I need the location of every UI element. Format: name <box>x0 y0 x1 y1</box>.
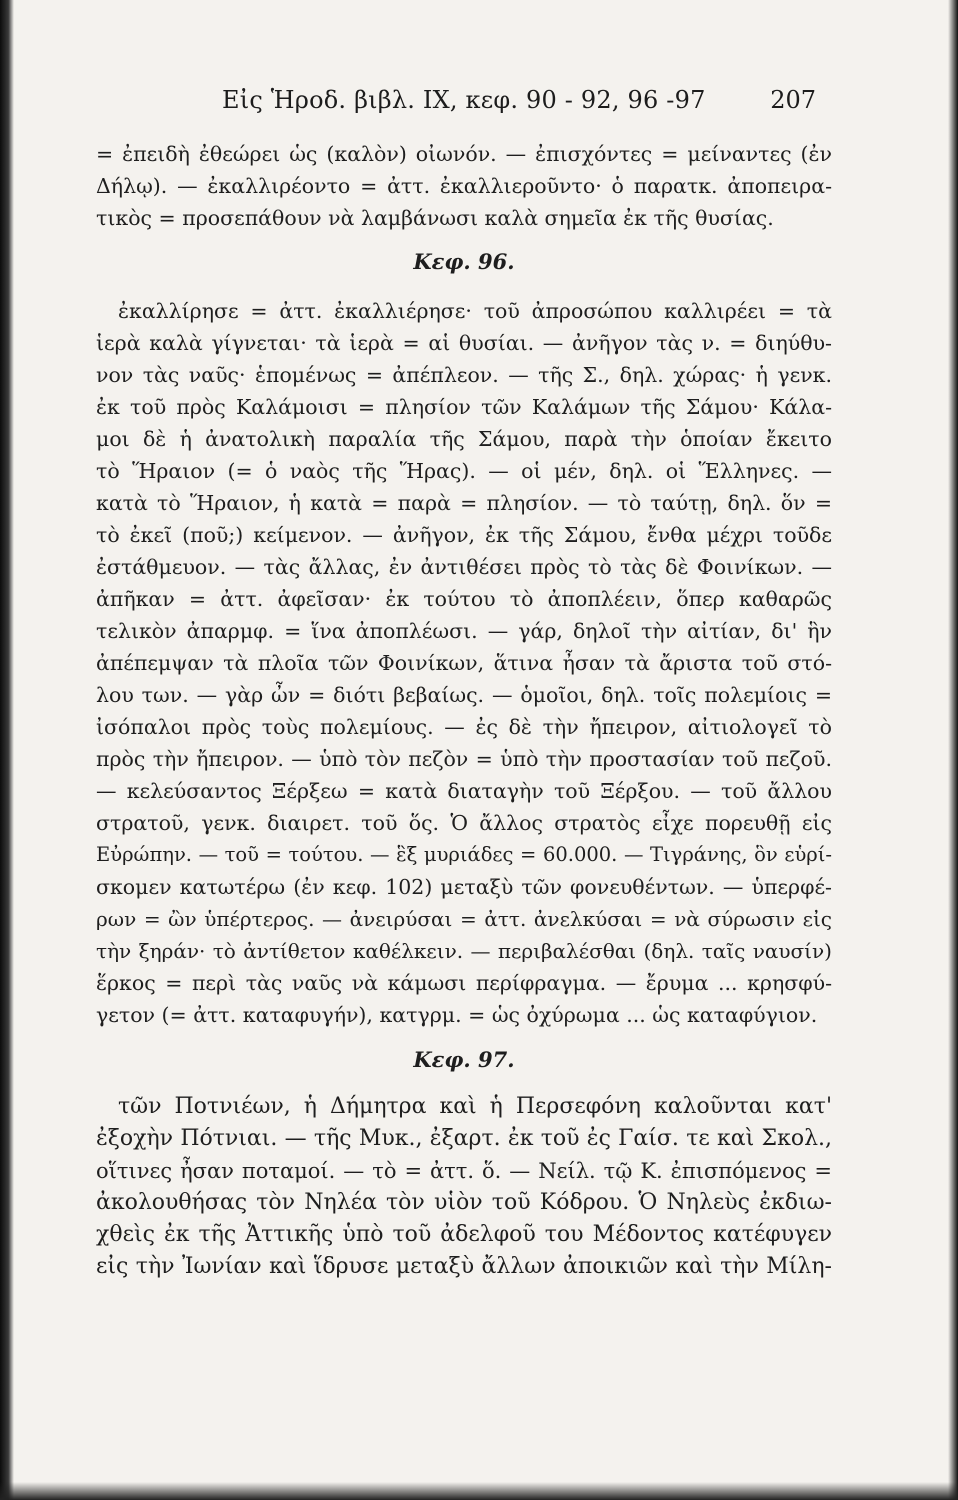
text-line: λου των. — γὰρ ὦν = διότι βεβαίως. — ὁμοῖοι, δηλ. τοῖς πολεμίοις = <box>96 683 832 707</box>
text-line: σκομεν κατωτέρω (ἐν κεφ. 102) μεταξὺ τῶν φονευθέντων. — ὑπερφέ- <box>96 875 832 899</box>
text-line: μοι δὲ ἡ ἀνατολικὴ παραλία τῆς Σάμου, παρὰ τὴν ὁποίαν ἔκειτο <box>96 427 832 451</box>
text-line: στρατοῦ, γενκ. διαιρετ. τοῦ ὅς. Ὁ ἄλλος στρατὸς εἶχε πορευθῇ εἰς <box>96 811 832 835</box>
page-edge-shadow-bottom <box>0 1482 958 1500</box>
chapter-96-heading: Κεφ. 96. <box>413 249 515 274</box>
text-line: ἕρκος = περὶ τὰς ναῦς νὰ κάμωσι περίφραγμα. — ἔρυμα ... κρησφύ- <box>96 971 832 995</box>
text-line: πρὸς τὴν ἤπειρον. — ὑπὸ τὸν πεζὸν = ὑπὸ τὴν προστασίαν τοῦ πεζοῦ. <box>96 747 832 771</box>
text-line: τὴν ξηράν· τὸ ἀντίθετον καθέλκειν. — περιβαλέσθαι (δηλ. ταῖς ναυσίν) <box>96 939 832 963</box>
text-line: ἐξοχὴν Πότνιαι. — τῆς Μυκ., ἐξαρτ. ἐκ τοῦ ἐς Γαίσ. τε καὶ Σκολ., <box>96 1126 832 1151</box>
text-line: = ἐπειδὴ ἐθεώρει ὡς (καλὸν) οἰωνόν. — ἐπισχόντες = μείναντες (ἐν <box>96 142 832 166</box>
text-line: ἀκολουθήσας τὸν Νηλέα τὸν υἱὸν τοῦ Κόδρου. Ὁ Νηλεὺς ἐκδιω- <box>96 1190 832 1215</box>
text-line: γετον (= ἀττ. καταφυγήν), κατγρμ. = ὡς ὀχύρωμα ... ὡς καταφύγιον. <box>96 1003 818 1027</box>
text-line: — κελεύσαντος Ξέρξεω = κατὰ διαταγὴν τοῦ Ξέρξου. — τοῦ ἄλλου <box>96 779 832 803</box>
page-number: 207 <box>770 86 816 114</box>
text-line: οἵτινες ἦσαν ποταμοί. — τὸ = ἀττ. ὅ. — Νείλ. τῷ Κ. ἐπισπόμενος = <box>96 1159 832 1183</box>
text-line: ἰσόπαλοι πρὸς τοὺς πολεμίους. — ἐς δὲ τὴν ἤπειρον, αἰτιολογεῖ τὸ <box>96 715 832 739</box>
text-line: ἐστάθμευον. — τὰς ἄλλας, ἐν ἀντιθέσει πρὸς τὸ τὰς δὲ Φοινίκων. — <box>96 555 832 579</box>
running-head: Εἰς Ἡροδ. βιβλ. IX, κεφ. 90 - 92, 96 -97 <box>222 86 706 114</box>
text-line: χθεὶς ἐκ τῆς Ἀττικῆς ὑπὸ τοῦ ἀδελφοῦ του Μέδοντος κατέφυγεν <box>96 1222 832 1247</box>
page-header <box>222 86 816 126</box>
intro-paragraph <box>96 138 832 234</box>
text-line: νον τὰς ναῦς· ἑπομένως = ἀπέπλεον. — τῆς Σ., δηλ. χώρας· ἡ γενκ. <box>96 363 832 387</box>
chapter-96-paragraph <box>96 295 832 1031</box>
text-line: ἐκαλλίρησε = ἀττ. ἐκαλλιέρησε· τοῦ ἀπροσώπου καλλιρέει = τὰ <box>118 299 832 323</box>
text-line: τὸ ἐκεῖ (ποῦ;) κείμενον. — ἀνῆγον, ἐκ τῆς Σάμου, ἔνθα μέχρι τοῦδε <box>96 523 832 547</box>
text-line: ἀπέπεμψαν τὰ πλοῖα τῶν Φοινίκων, ἅτινα ἦσαν τὰ ἄριστα τοῦ στό- <box>96 651 832 675</box>
text-line: εἰς τὴν Ἰωνίαν καὶ ἵδρυσε μεταξὺ ἄλλων ἀποικιῶν καὶ τὴν Μίλη- <box>96 1254 832 1279</box>
chapter-97-paragraph <box>96 1091 832 1283</box>
text-line: ἐκ τοῦ πρὸς Καλάμοισι = πλησίον τῶν Καλάμων τῆς Σάμου· Κάλα- <box>96 395 832 419</box>
text-line: ρων = ὢν ὑπέρτερος. — ἀνειρύσαι = ἀττ. ἀνελκύσαι = νὰ σύρωσιν εἰς <box>96 907 832 931</box>
chapter-97-heading: Κεφ. 97. <box>413 1047 515 1072</box>
text-line: Δήλῳ). — ἐκαλλιρέοντο = ἀττ. ἐκαλλιεροῦντο· ὁ παρατκ. ἀποπειρα- <box>96 174 832 198</box>
text-line: τὸ Ἥραιον (= ὁ ναὸς τῆς Ἥρας). — οἱ μέν, δηλ. οἱ Ἕλληνες. — <box>96 459 832 483</box>
page-edge-shadow-left <box>0 0 14 1500</box>
text-line: ἱερὰ καλὰ γίγνεται· τὰ ἱερὰ = αἱ θυσίαι. — ἀνῆγον τὰς ν. = διηύθυ- <box>96 331 832 355</box>
page-body <box>96 138 832 1283</box>
text-line: κατὰ τὸ Ἥραιον, ἡ κατὰ = παρὰ = πλησίον. — τὸ ταύτῃ, δηλ. ὅν = <box>96 491 832 515</box>
text-line: ἀπῆκαν = ἀττ. ἀφεῖσαν· ἐκ τούτου τὸ ἀποπλέειν, ὅπερ καθαρῶς <box>96 587 832 611</box>
text-line: τῶν Ποτνιέων, ἡ Δήμητρα καὶ ἡ Περσεφόνη καλοῦνται κατ' <box>118 1094 832 1119</box>
text-line: τελικὸν ἀπαρμφ. = ἵνα ἀποπλέωσι. — γάρ, δηλοῖ τὴν αἰτίαν, δι' ἣν <box>96 619 832 643</box>
page-edge-shadow-right <box>948 0 958 1500</box>
text-line: Εὐρώπην. — τοῦ = τούτου. — ἓξ μυριάδες = 60.000. — Τιγράνης, ὃν εὑρί- <box>96 843 832 866</box>
text-line: τικὸς = προσεπάθουν νὰ λαμβάνωσι καλὰ σημεῖα ἐκ τῆς θυσίας. <box>96 206 774 230</box>
